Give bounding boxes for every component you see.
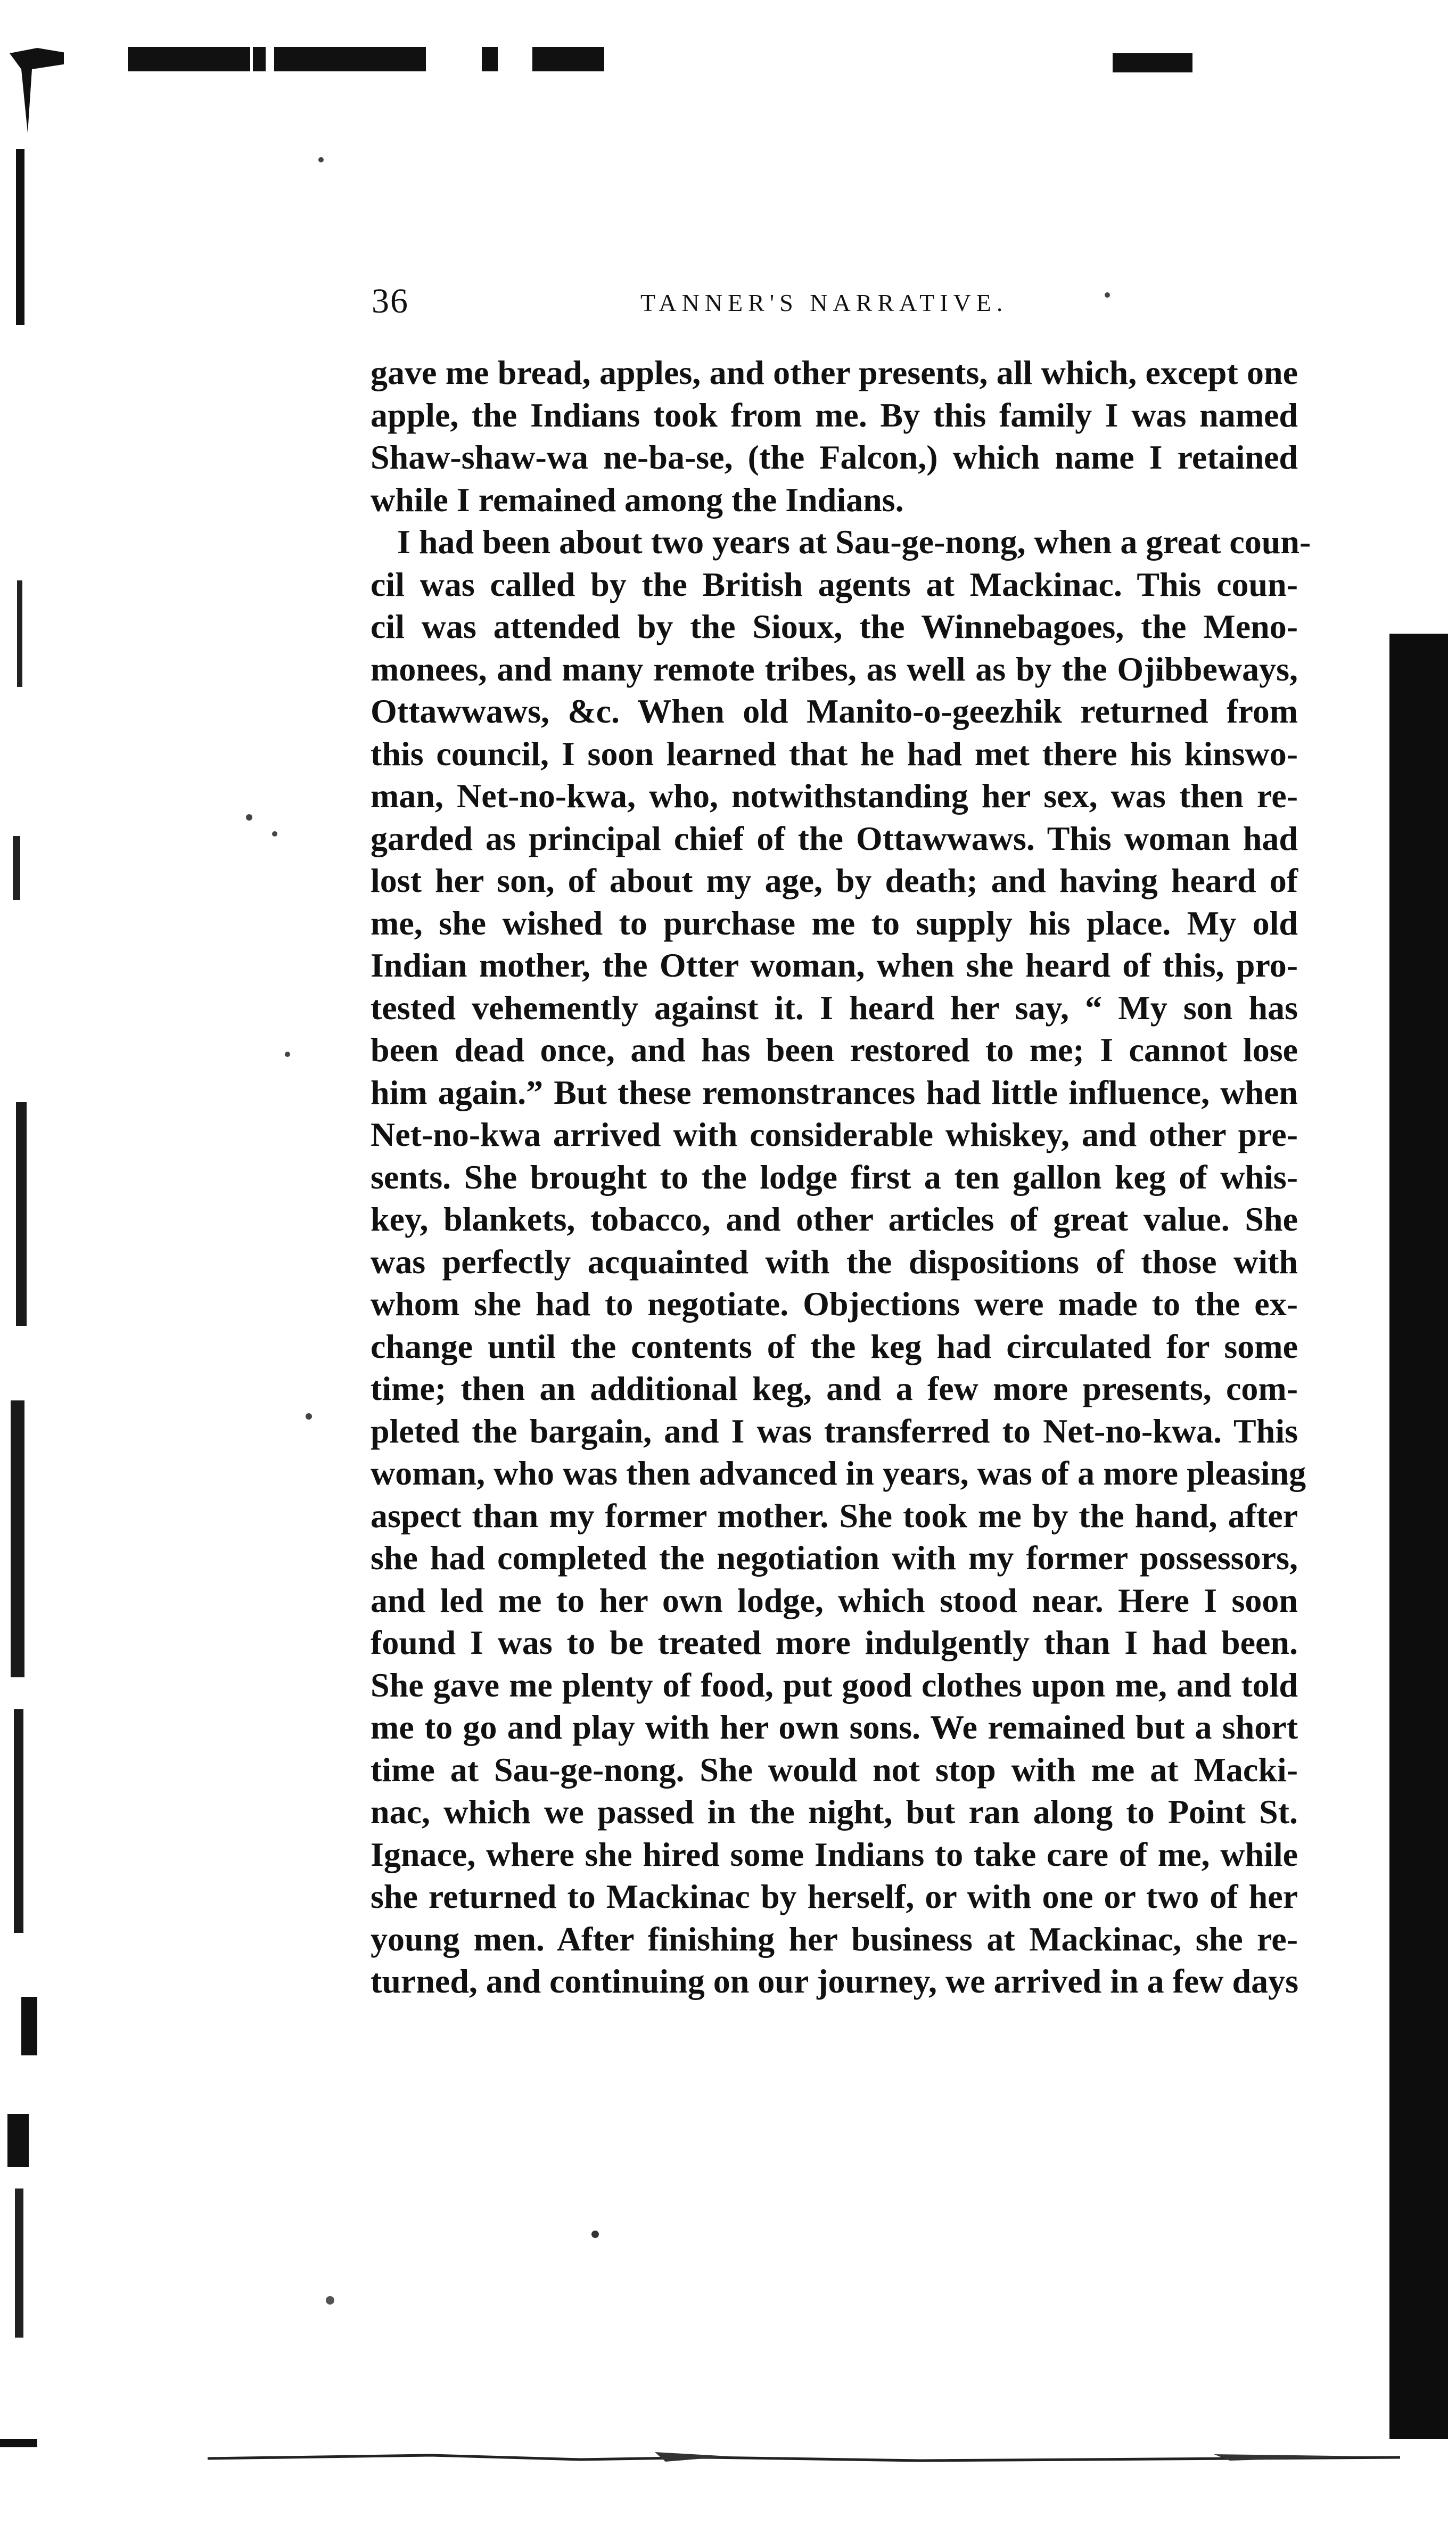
text-line: Ignace, where she hired some Indians to take care of me, while xyxy=(371,1835,1298,1873)
text-line: nac, which we passed in the night, but ran along to Point St. xyxy=(371,1793,1298,1831)
running-title: TANNER'S NARRATIVE. xyxy=(640,289,1008,316)
text-line: lost her son, of about my age, by death; and having heard of xyxy=(371,862,1298,899)
text-line: this council, I soon learned that he had met there his kinswo- xyxy=(371,734,1298,773)
text-line: time at Sau-ge-nong. She would not stop with me at Macki- xyxy=(371,1750,1298,1789)
text-line: She gave me plenty of food, put good clothes upon me, and told xyxy=(371,1666,1298,1704)
text-line: him again.” But these remonstrances had little influence, when xyxy=(371,1073,1298,1111)
text-line: sents. She brought to the lodge first a ten gallon keg of whis- xyxy=(371,1158,1298,1196)
text-line: she returned to Mackinac by herself, or with one or two of her xyxy=(371,1878,1298,1915)
text-line: tested vehemently against it. I heard her say, “ My son has xyxy=(371,988,1298,1027)
text-line: and led me to her own lodge, which stood near. Here I soon xyxy=(371,1581,1298,1619)
text-line: woman, who was then advanced in years, was of a more pleasing xyxy=(371,1454,1306,1492)
text-line: found I was to be treated more indulgently than I had been. xyxy=(371,1624,1298,1661)
text-line: young men. After finishing her business at Mackinac, she re- xyxy=(371,1920,1298,1958)
text-line: Indian mother, the Otter woman, when she heard of this, pro- xyxy=(371,946,1298,984)
running-head xyxy=(372,281,1303,329)
text-line: Net-no-kwa arrived with considerable whiskey, and other pre- xyxy=(371,1116,1298,1153)
text-line: time; then an additional keg, and a few more presents, com- xyxy=(371,1370,1298,1407)
text-line: me to go and play with her own sons. We remained but a short xyxy=(371,1708,1298,1746)
body-text xyxy=(371,351,1311,2003)
text-line: me, she wished to purchase me to supply his place. My old xyxy=(371,904,1298,942)
text-line: whom she had to negotiate. Objections were made to the ex- xyxy=(371,1285,1298,1323)
text-line: garded as principal chief of the Ottawwaws. This woman had xyxy=(371,819,1298,857)
text-line: gave me bread, apples, and other presents, all which, except one xyxy=(371,354,1298,391)
text-line: while I remained among the Indians. xyxy=(371,480,904,519)
text-line: turned, and continuing on our journey, we arrived in a few days xyxy=(371,1962,1298,2000)
text-line: Ottawwaws, &c. When old Manito-o-geezhik returned from xyxy=(371,692,1298,730)
text-line: apple, the Indians took from me. By this family I was named xyxy=(371,396,1298,434)
text-line: she had completed the negotiation with my former possessors, xyxy=(371,1539,1298,1577)
text-line: Shaw-shaw-wa ne-ba-se, (the Falcon,) which name I retained xyxy=(371,438,1298,476)
text-line: man, Net-no-kwa, who, notwithstanding her sex, was then re- xyxy=(371,777,1298,815)
text-line: key, blankets, tobacco, and other articles of great value. She xyxy=(371,1200,1298,1238)
text-line: cil was attended by the Sioux, the Winnebagoes, the Meno- xyxy=(371,608,1298,645)
text-line: change until the contents of the keg had circulated for some xyxy=(371,1327,1298,1365)
text-line: been dead once, and has been restored to me; I cannot lose xyxy=(371,1031,1298,1069)
text-line: aspect than my former mother. She took me by the hand, after xyxy=(371,1496,1298,1535)
text-line: cil was called by the British agents at Mackinac. This coun- xyxy=(371,565,1298,603)
text-line: I had been about two years at Sau-ge-nong, when a great coun- xyxy=(397,523,1311,561)
text-line: monees, and many remote tribes, as well as by the Ojibbeways, xyxy=(371,650,1298,688)
text-line: was perfectly acquainted with the dispositions of those with xyxy=(371,1242,1298,1281)
text-line: pleted the bargain, and I was transferred to Net-no-kwa. This xyxy=(371,1412,1298,1450)
page-number: 36 xyxy=(372,282,409,321)
